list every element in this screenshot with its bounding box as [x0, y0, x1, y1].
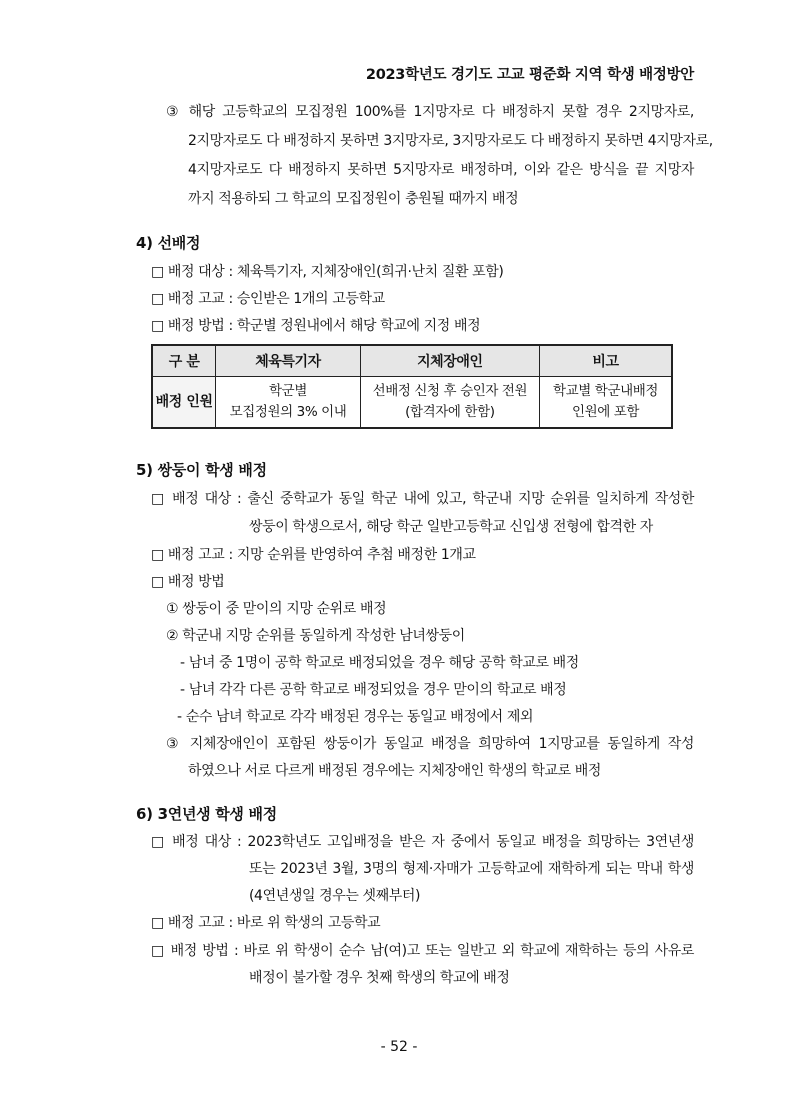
- section-4-title: 4) 선배정: [136, 234, 201, 252]
- table-header-remarks: 비고: [540, 345, 672, 377]
- section-5-title: 5) 쌍둥이 학생 배정: [136, 461, 267, 479]
- cell-line: 선배정 신청 후 승인자 전원: [372, 383, 528, 399]
- cell-line: 학군별: [269, 383, 307, 399]
- table-cell-remarks: [540, 377, 672, 429]
- table-row-header: 배정 인원: [152, 377, 216, 429]
- section-6-title: 6) 3연년생 학생 배정: [136, 805, 277, 823]
- sec5-method-2c: - 순수 남녀 학교로 각각 배정된 경우는 동일교 배정에서 제외: [177, 709, 534, 725]
- sec4-method: □ 배정 방법 : 학군별 정원내에서 해당 학교에 지정 배정: [151, 318, 481, 334]
- cell-line: 모집정원의 3% 이내: [229, 404, 347, 420]
- sec5-method-2: ② 학군내 지망 순위를 동일하게 작성한 남녀쌍둥이: [166, 628, 465, 644]
- sec5-method-2a: - 남녀 중 1명이 공학 학교로 배정되었을 경우 해당 공학 학교로 배정: [180, 655, 579, 671]
- running-header: 2023학년도 경기도 고교 평준화 지역 학생 배정방안: [365, 67, 694, 83]
- page-number: - 52 -: [380, 1039, 418, 1055]
- table-cell-disabled: [360, 377, 539, 429]
- item3-line2: 2지망자로도 다 배정하지 못하면 3지망자로, 3지망자로도 다 배정하지 못하면 4지망자로,: [188, 133, 713, 149]
- cell-line: 학교별 학군내배정: [552, 383, 659, 399]
- sec5-target-line2: 쌍둥이 학생으로서, 해당 학군 일반고등학교 신입생 전형에 합격한 자: [249, 519, 653, 535]
- item3-line3: 4지망자로도 다 배정하지 못하면 5지망자로 배정하며, 이와 같은 방식을 끝 지망자: [188, 162, 694, 178]
- sec6-target-line2: 또는 2023년 3월, 3명의 형제·자매가 고등학교에 재학하게 되는 막내 학생: [249, 861, 694, 877]
- table-header-row: [152, 345, 672, 377]
- cell-line: 인원에 포함: [571, 404, 640, 420]
- sec4-school: □ 배정 고교 : 승인받은 1개의 고등학교: [151, 291, 385, 307]
- table-header-athletes: 체육특기자: [216, 345, 360, 377]
- sec6-target-line1: □ 배정 대상 : 2023학년도 고입배정을 받은 자 중에서 동일교 배정을 희망하는 3연년생: [151, 834, 694, 850]
- sec5-school: □ 배정 고교 : 지망 순위를 반영하여 추첨 배정한 1개교: [151, 547, 476, 563]
- item3-line4: 까지 적용하되 그 학교의 모집정원이 충원될 때까지 배정: [188, 191, 519, 207]
- sec6-school: □ 배정 고교 : 바로 위 학생의 고등학교: [151, 915, 381, 931]
- sec5-target-line1: □ 배정 대상 : 출신 중학교가 동일 학군 내에 있고, 학군내 지망 순위를 일치하게 작성한: [151, 491, 694, 507]
- sec4-target: □ 배정 대상 : 체육특기자, 지체장애인(희귀·난치 질환 포함): [151, 264, 504, 280]
- preassignment-table: [151, 344, 673, 429]
- sec5-method-3-line1: ③ 지체장애인이 포함된 쌍둥이가 동일교 배정을 희망하여 1지망교를 동일하게 작성: [166, 736, 694, 752]
- sec5-method: □ 배정 방법: [151, 574, 225, 590]
- sec5-method-1: ① 쌍둥이 중 맏이의 지망 순위로 배정: [166, 601, 387, 617]
- sec6-target-line3: (4연년생일 경우는 셋째부터): [249, 888, 421, 904]
- table-header-disabled: 지체장애인: [360, 345, 539, 377]
- sec6-method-line1: □ 배정 방법 : 바로 위 학생이 순수 남(여)고 또는 일반고 외 학교에 재학하는 등의 사유로: [151, 943, 694, 959]
- table-row: [152, 377, 672, 429]
- table-cell-athletes: [216, 377, 360, 429]
- sec5-method-2b: - 남녀 각각 다른 공학 학교로 배정되었을 경우 맏이의 학교로 배정: [180, 682, 567, 698]
- sec5-method-3-line2: 하였으나 서로 다르게 배정된 경우에는 지체장애인 학생의 학교로 배정: [188, 763, 601, 779]
- table-header-category: 구 분: [152, 345, 216, 377]
- item3-line1: ③ 해당 고등학교의 모집정원 100%를 1지망자로 다 배정하지 못할 경우 2지망자로,: [166, 104, 694, 120]
- sec6-method-line2: 배정이 불가할 경우 첫째 학생의 학교에 배정: [249, 970, 510, 986]
- cell-line: (합격자에 한함): [405, 404, 495, 420]
